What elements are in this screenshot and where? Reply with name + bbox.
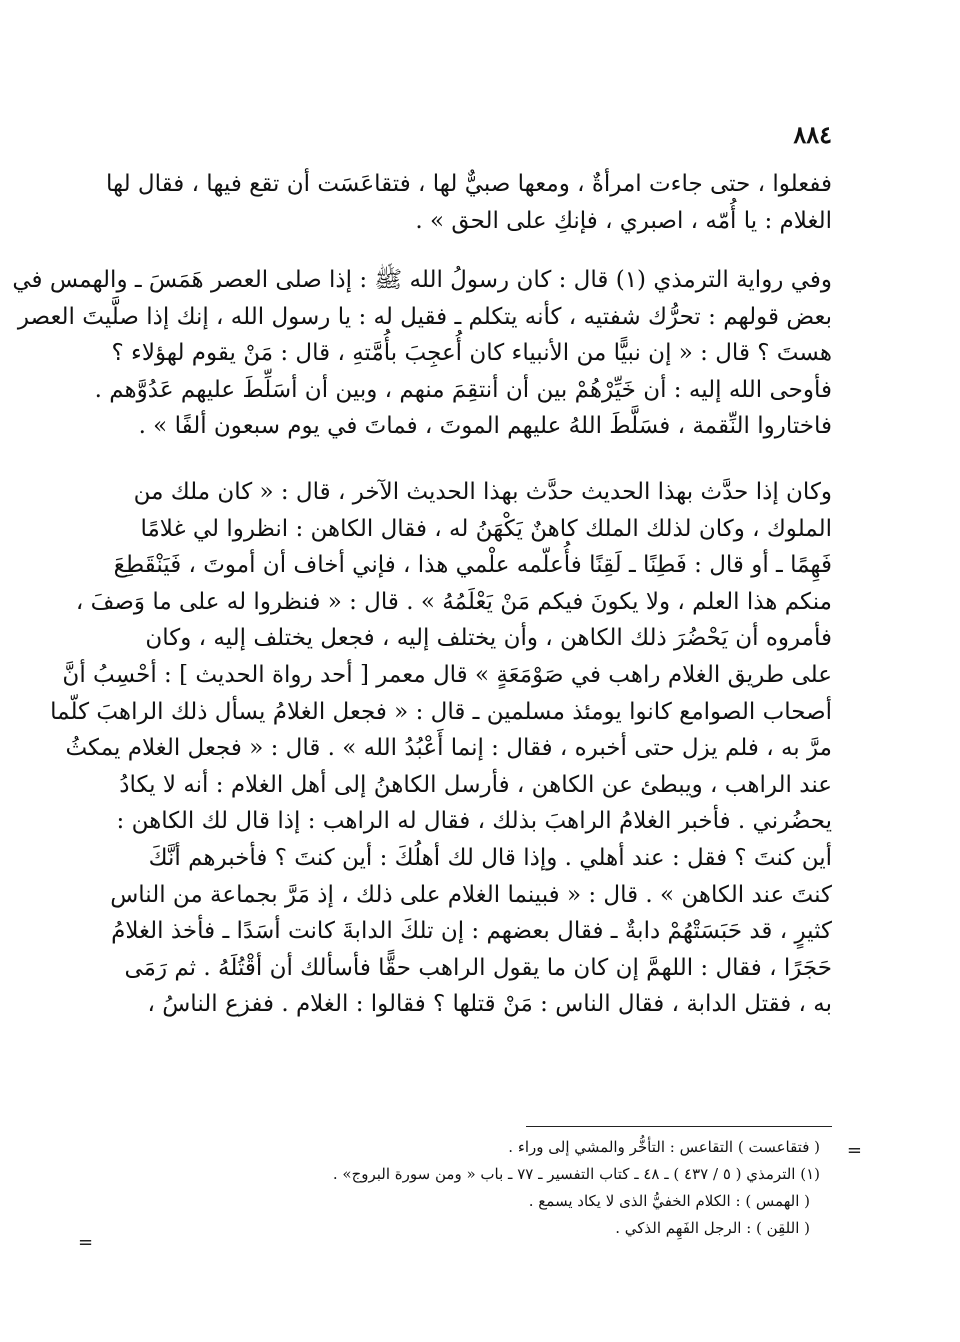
text-line: وفي رواية الترمذي (١) قال : كان رسولُ الله ﷺ : إذا صلى العصر هَمَسَ ـ والهمس في — [12, 267, 832, 293]
text-line: يحضُرني . فأخبر الغلامُ الراهبَ بذلك ، فقال له الراهب : إذا قال لك الكاهن : — [116, 808, 832, 835]
paragraph-2 — [12, 262, 832, 445]
text-line: فَهِمًا ـ أو قال : فَطِنًا ـ لَقِنًا فأُعلّمه علْمي هذا ، فإني أخاف أن أموتَ ، فَيَنْقَطِعَ — [113, 552, 832, 579]
text-line: فأوحى الله إليه : أن خَيِّرْهُمْ بين أن أنتقِمَ منهم ، وبين أن أسَلِّطَ عليهم عَدُوَّهم . — [94, 376, 832, 403]
text-line: الغلام : يا أُمّه ، اصبري ، فإنكِ على الحق » . — [415, 207, 832, 234]
text-line: فأمروه أن يَحْضُرَ ذلك الكاهن ، وأن يختلف إليه ، فجعل يختلف إليه ، وكان — [145, 625, 832, 652]
text-line: على طريق الغلام راهب في صَوْمَعَةٍ » قال معمر [ أحد رواة الحديث ] : أحْسِبُ أنَّ — [62, 661, 832, 688]
paragraph-3 — [50, 474, 832, 1023]
footnotes — [140, 1134, 820, 1242]
page-number: ٨٨٤ — [793, 120, 832, 149]
margin-mark-left: = — [78, 1232, 94, 1253]
footnote: ( فتقاعست ) التقاعس : التأخُّر والمشي إلى وراء . — [508, 1138, 820, 1156]
text-line: أين كنتَ ؟ فقل : عند أهلي . وإذا قال لك أهلُكَ : أين كنتَ ؟ فأخبرهم أنَّكَ — [148, 844, 832, 871]
text-line: مرَّ به ، فلم يزل حتى أخبره ، فقال : إنما أَعْبُدُ الله » . قال : « فجعل الغلام يمكثُ — [65, 735, 832, 762]
text-line: منكم هذا العلم ، ولا يكونَ فيكم مَنْ يَعْلَمُهُ » . قال : « فنظروا له على ما وَصفَ ، — [75, 588, 832, 615]
text-line: ففعلوا ، حتى جاءت امرأةٌ ، ومعها صبيٌّ لها ، فتقاعَسَت أن تقع فيها ، فقال لها — [105, 171, 832, 197]
footnote: ( الهمس ) : الكلام الخفيُّ الذى لا يكاد يسمع . — [528, 1192, 810, 1210]
paragraph-1 — [105, 166, 832, 239]
footnote: ( اللقِن ) : الرجل الفَهِم الذكي . — [615, 1219, 810, 1237]
text-line: بعض قولهم : تحرُّك شفتيه ، كأنه يتكلم ـ فقيل له : يا رسول الله ، إنك إذا صلَّيتَ العصر — [17, 303, 832, 330]
text-line: كثيرٍ ، قد حَبَسَتْهُمْ دابةٌ ـ فقال بعضهم : إن تلكَ الدابةَ كانت أسَدًا ـ فأخذ الغلامُ — [111, 918, 832, 945]
margin-mark-right: = — [846, 1140, 862, 1161]
text-line: هستَ ؟ قال : « إن نبيًّا من الأنبياء كان أُعجِبَ بأُمَّتهِ ، قال : مَنْ يقوم لهؤلاء ؟ — [111, 340, 832, 367]
text-line: حَجَرًا ، فقال : اللهمَّ إن كان ما يقول الراهب حقًّا فأسألك أن أقْتُلَهُ . ثم رَمَى — [124, 954, 832, 981]
text-line: كنتَ عند الكاهن » . قال : « فبينما الغلام على ذلك ، إذ مَرَّ بجماعة من الناس — [110, 881, 832, 908]
text-line: عند الراهب ، ويبطئ عن الكاهن ، فأرسل الكاهنُ إلى أهل الغلام : أنه لا يكادُ — [119, 771, 832, 798]
footnote-divider — [526, 1126, 832, 1127]
text-line: الملوك ، وكان لذلك الملك كاهنٌ يَكْهَنُ له ، فقال الكاهن : انظروا لي غلامًا — [140, 515, 832, 542]
text-line: وكان إذا حدَّث بهذا الحديث حدَّث بهذا الحديث الآخر ، قال : « كان ملك من — [133, 479, 832, 505]
text-line: فاختاروا النِّقمة ، فسَلَّطَ اللهُ عليهم الموتَ ، فماتَ في يوم سبعون ألفًا » . — [138, 413, 832, 440]
text-line: أصحاب الصوامع كانوا يومئذ مسلمين ـ قال : « فجعل الغلامُ يسأل ذلك الراهبَ كلّما — [50, 698, 832, 725]
footnote: (١) الترمذي ( ٥ / ٤٣٧ ) ـ ٤٨ ـ كتاب التفسير ـ ٧٧ ـ باب « ومن سورة البروج» . — [332, 1165, 820, 1183]
text-line: به ، فقتل الدابة ، فقال الناس : مَنْ قتلها ؟ فقالوا : الغلام . ففزع الناسُ ، — [147, 991, 832, 1018]
